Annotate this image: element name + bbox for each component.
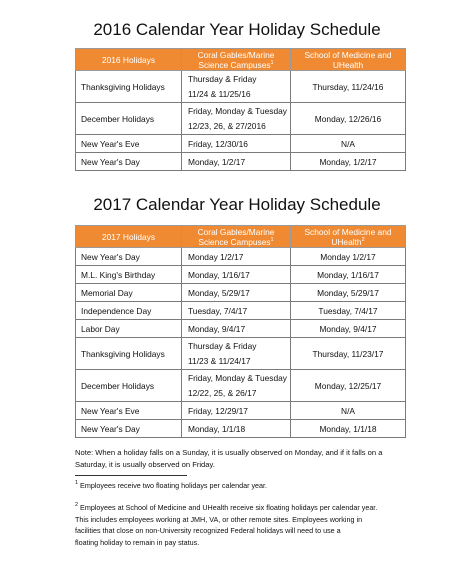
footnote-ref-1: 1 — [270, 59, 274, 66]
date-line: Friday, 12/29/17 — [188, 405, 248, 416]
footnote-1 — [75, 480, 410, 492]
holiday-name-cell: December Holidays — [76, 103, 182, 135]
coral-gables-date-cell — [182, 402, 291, 420]
schedule-2017-body — [76, 248, 406, 438]
medicine-date-cell: Monday, 12/25/17 — [291, 370, 406, 402]
medicine-date-cell: Monday 1/2/17 — [291, 248, 406, 266]
medicine-date-cell: Monday, 9/4/17 — [291, 320, 406, 338]
date-line: Thursday & Friday — [188, 73, 257, 84]
medicine-date-cell: Monday, 12/26/16 — [291, 103, 406, 135]
header-medicine-line1: School of Medicine and — [304, 226, 392, 237]
holiday-name-cell: Thanksgiving Holidays — [76, 71, 182, 103]
header-medicine-line2: UHealth — [331, 236, 362, 247]
header-medicine — [291, 226, 406, 248]
schedule-2017-title: 2017 Calendar Year Holiday Schedule — [93, 195, 381, 214]
table-row — [76, 103, 406, 135]
table-row — [76, 320, 406, 338]
coral-gables-date-cell — [182, 135, 291, 153]
schedule-2017-table — [75, 225, 406, 438]
coral-gables-date-cell — [182, 266, 291, 284]
coral-gables-date-cell — [182, 420, 291, 438]
holiday-name-cell: Independence Day — [76, 302, 182, 320]
footnote-text: facilities that close on non-University recognized Federal holidays will need to use a — [75, 526, 341, 536]
header-coral-gables — [182, 49, 291, 71]
footnote-text: Employees receive two floating holidays per calendar year. — [78, 481, 268, 490]
schedule-2016-body — [76, 71, 406, 171]
holiday-name-cell: New Year's Day — [76, 153, 182, 171]
table-row — [76, 370, 406, 402]
date-line: Friday, Monday & Tuesday — [188, 372, 287, 383]
holiday-name-cell: New Year's Day — [76, 248, 182, 266]
date-line: Tuesday, 7/4/17 — [188, 305, 248, 316]
footnote-ref-1: 1 — [270, 236, 274, 243]
holiday-name-cell: Memorial Day — [76, 284, 182, 302]
medicine-date-cell: Thursday, 11/24/16 — [291, 71, 406, 103]
coral-gables-date-cell — [182, 320, 291, 338]
schedule-2016-table — [75, 48, 406, 171]
footnote-ref-2: 2 — [361, 236, 365, 243]
table-row — [76, 153, 406, 171]
date-line: Friday, 12/30/16 — [188, 138, 248, 149]
note-line: Saturday, it is usually observed on Friday. — [75, 460, 215, 469]
coral-gables-date-cell — [182, 103, 291, 135]
header-holidays: 2017 Holidays — [76, 226, 182, 248]
table-row — [76, 420, 406, 438]
table-row — [76, 284, 406, 302]
medicine-date-cell: Thursday, 11/23/17 — [291, 338, 406, 370]
date-line: Thursday & Friday — [188, 340, 257, 351]
coral-gables-date-cell — [182, 370, 291, 402]
header-row — [76, 226, 406, 248]
table-row — [76, 302, 406, 320]
header-coral-gables — [182, 226, 291, 248]
table-row — [76, 135, 406, 153]
date-line: Monday, 1/16/17 — [188, 269, 250, 280]
date-line: Monday, 5/29/17 — [188, 287, 250, 298]
footnote-divider — [75, 475, 187, 476]
holiday-name-cell: Labor Day — [76, 320, 182, 338]
medicine-date-cell: Tuesday, 7/4/17 — [291, 302, 406, 320]
holiday-name-cell: New Year's Eve — [76, 402, 182, 420]
footnote-marker: 1 — [75, 480, 79, 486]
medicine-date-cell: Monday, 1/16/17 — [291, 266, 406, 284]
medicine-date-cell: Monday, 5/29/17 — [291, 284, 406, 302]
holiday-name-cell: M.L. King's Birthday — [76, 266, 182, 284]
medicine-date-cell: Monday, 1/1/18 — [291, 420, 406, 438]
header-coral-line2: Science Campuses — [198, 236, 271, 247]
holiday-name-cell: December Holidays — [76, 370, 182, 402]
footnote-text: This includes employees working at JMH, VA, or other remote sites. Employees working in — [75, 514, 363, 524]
medicine-date-cell: N/A — [291, 135, 406, 153]
medicine-date-cell: Monday, 1/2/17 — [291, 153, 406, 171]
table-row — [76, 266, 406, 284]
coral-gables-date-cell — [182, 302, 291, 320]
header-medicine-line1: School of Medicine and — [304, 49, 392, 60]
table-row — [76, 338, 406, 370]
footnote-marker: 2 — [75, 502, 79, 508]
coral-gables-date-cell — [182, 248, 291, 266]
coral-gables-date-cell — [182, 284, 291, 302]
date-line: 11/24 & 11/25/16 — [188, 88, 251, 99]
holiday-name-cell: Thanksgiving Holidays — [76, 338, 182, 370]
holiday-name-cell: New Year's Day — [76, 420, 182, 438]
date-line: Monday, 9/4/17 — [188, 323, 246, 334]
footnote-text: floating holiday to remain in pay status. — [75, 537, 200, 547]
schedule-2016-title: 2016 Calendar Year Holiday Schedule — [93, 20, 381, 39]
header-holidays: 2016 Holidays — [76, 49, 182, 71]
header-coral-line1: Coral Gables/Marine — [197, 49, 275, 60]
observance-note — [75, 447, 405, 471]
table-row — [76, 248, 406, 266]
note-line: Note: When a holiday falls on a Sunday, it is usually observed on Monday, and if it falls on a — [75, 448, 383, 457]
date-line: 11/23 & 11/24/17 — [188, 355, 251, 366]
coral-gables-date-cell — [182, 71, 291, 103]
header-medicine — [291, 49, 406, 71]
medicine-date-cell: N/A — [291, 402, 406, 420]
header-coral-line2: Science Campuses — [198, 59, 271, 70]
header-row — [76, 49, 406, 71]
date-line: Monday 1/2/17 — [188, 251, 244, 262]
header-medicine-line2: UHealth — [332, 59, 364, 70]
footnote-text: Employees at School of Medicine and UHealth receive six floating holidays per calendar year. — [78, 503, 378, 512]
table-row — [76, 402, 406, 420]
header-coral-line1: Coral Gables/Marine — [197, 226, 275, 237]
date-line: Friday, Monday & Tuesday — [188, 105, 287, 116]
date-line: Monday, 1/2/17 — [188, 156, 246, 167]
coral-gables-date-cell — [182, 338, 291, 370]
date-line: Monday, 1/1/18 — [188, 423, 246, 434]
coral-gables-date-cell — [182, 153, 291, 171]
footnote-2 — [75, 502, 410, 548]
date-line: 12/22, 25, & 26/17 — [188, 387, 257, 398]
holiday-name-cell: New Year's Eve — [76, 135, 182, 153]
date-line: 12/23, 26, & 27/2016 — [188, 120, 266, 131]
table-row — [76, 71, 406, 103]
